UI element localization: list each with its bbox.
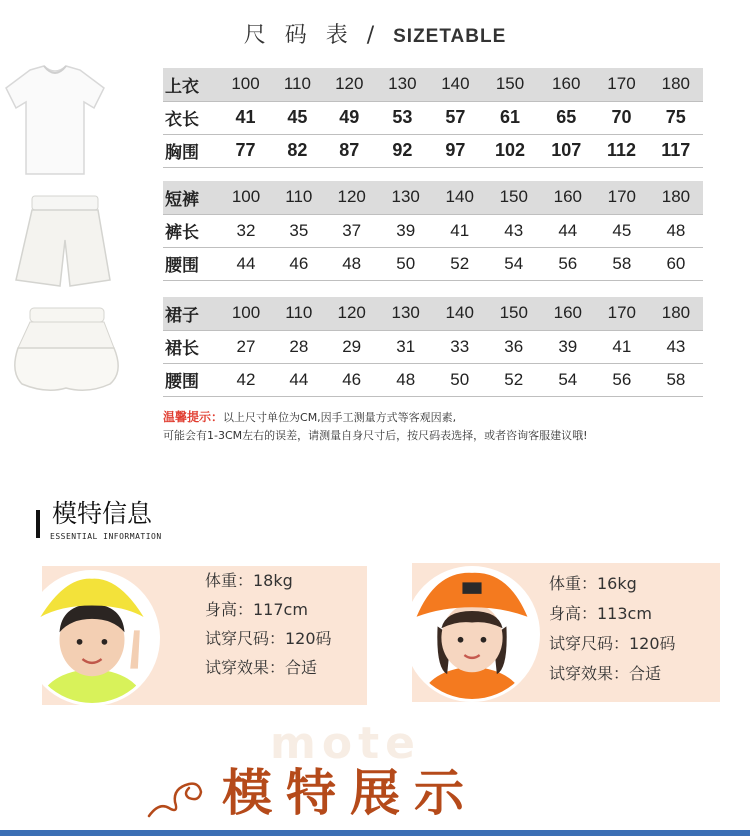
table-cell: 衣长 xyxy=(163,101,219,134)
table-cell: 29 xyxy=(325,330,379,363)
table-cell: 43 xyxy=(649,330,703,363)
table-cell: 82 xyxy=(272,134,323,167)
table-cell: 117 xyxy=(649,134,703,167)
table-header-row xyxy=(163,181,703,214)
table-cell: 45 xyxy=(272,101,323,134)
table-cell: 56 xyxy=(595,363,649,396)
table-cell: 77 xyxy=(219,134,272,167)
table-cell: 92 xyxy=(376,134,429,167)
model-fit: 试穿效果：合适 xyxy=(549,664,662,683)
table-cell: 39 xyxy=(541,330,595,363)
table-header-row xyxy=(163,68,703,101)
table-cell: 120 xyxy=(325,181,379,214)
table-row xyxy=(163,101,703,134)
model-weight: 体重：18kg xyxy=(205,571,293,590)
skirt-size-table xyxy=(163,297,703,397)
note-label: 温馨提示： xyxy=(163,410,224,424)
model-card xyxy=(42,566,367,705)
table-cell: 48 xyxy=(649,214,703,247)
table-row xyxy=(163,330,703,363)
table-cell: 28 xyxy=(273,330,325,363)
table-cell: 150 xyxy=(482,68,538,101)
table-header-row xyxy=(163,297,703,330)
table-cell: 130 xyxy=(379,181,433,214)
table-cell: 150 xyxy=(487,181,541,214)
shorts-size-table xyxy=(163,181,703,281)
table-cell: 46 xyxy=(325,363,379,396)
table-cell: 130 xyxy=(376,68,429,101)
table-cell: 160 xyxy=(541,181,595,214)
table-cell: 100 xyxy=(219,297,273,330)
table-cell: 短裤 xyxy=(163,181,219,214)
model-details xyxy=(549,569,676,689)
table-cell: 97 xyxy=(429,134,482,167)
model-size: 试穿尺码：120码 xyxy=(205,629,332,648)
table-cell: 裤长 xyxy=(163,214,219,247)
table-cell: 49 xyxy=(323,101,376,134)
table-cell: 36 xyxy=(487,330,541,363)
table-cell: 41 xyxy=(433,214,487,247)
table-cell: 70 xyxy=(594,101,648,134)
table-cell: 43 xyxy=(487,214,541,247)
table-cell: 60 xyxy=(649,247,703,280)
size-table-title-cn: 尺 码 表 / xyxy=(243,23,381,48)
table-cell: 57 xyxy=(429,101,482,134)
table-cell: 110 xyxy=(273,297,325,330)
model-height: 身高：113cm xyxy=(549,604,652,623)
table-cell: 110 xyxy=(273,181,325,214)
table-cell: 48 xyxy=(379,363,433,396)
table-row xyxy=(163,134,703,167)
size-table-title xyxy=(0,18,750,49)
note-line-2: 可能会有1-3CM左右的误差，请测量自身尺寸后，按尺码表选择，或者咨询客服建议哦! xyxy=(163,429,588,442)
table-cell: 50 xyxy=(433,363,487,396)
table-cell: 44 xyxy=(219,247,273,280)
table-cell: 46 xyxy=(273,247,325,280)
table-cell: 130 xyxy=(379,297,433,330)
table-row xyxy=(163,214,703,247)
table-cell: 上衣 xyxy=(163,68,219,101)
table-cell: 27 xyxy=(219,330,273,363)
table-cell: 120 xyxy=(325,297,379,330)
table-cell: 58 xyxy=(649,363,703,396)
tshirt-image xyxy=(0,62,110,180)
table-row xyxy=(163,363,703,396)
table-cell: 50 xyxy=(379,247,433,280)
table-cell: 32 xyxy=(219,214,273,247)
model-info-title: 模特信息 xyxy=(52,499,153,528)
model-card xyxy=(412,563,720,702)
table-cell: 52 xyxy=(433,247,487,280)
model-size: 试穿尺码：120码 xyxy=(549,634,676,653)
table-cell: 140 xyxy=(433,297,487,330)
table-cell: 腰围 xyxy=(163,363,219,396)
table-cell: 120 xyxy=(323,68,376,101)
table-cell: 48 xyxy=(325,247,379,280)
table-cell: 54 xyxy=(541,363,595,396)
shorts-image xyxy=(10,190,115,292)
table-cell: 42 xyxy=(219,363,273,396)
boy-model-photo xyxy=(24,570,160,706)
table-cell: 53 xyxy=(376,101,429,134)
bottom-bar xyxy=(0,830,750,836)
table-cell: 87 xyxy=(323,134,376,167)
table-cell: 160 xyxy=(541,297,595,330)
table-cell: 31 xyxy=(379,330,433,363)
table-cell: 75 xyxy=(649,101,703,134)
table-cell: 180 xyxy=(649,181,703,214)
table-cell: 54 xyxy=(487,247,541,280)
table-cell: 33 xyxy=(433,330,487,363)
table-cell: 110 xyxy=(272,68,323,101)
table-cell: 41 xyxy=(219,101,272,134)
note-line-1: 以上尺寸单位为CM,因手工测量方式等客观因素, xyxy=(223,411,457,424)
table-cell: 裙长 xyxy=(163,330,219,363)
model-info-subtitle: ESSENTIAL INFORMATION xyxy=(50,532,162,541)
table-cell: 140 xyxy=(433,181,487,214)
table-cell: 52 xyxy=(487,363,541,396)
table-cell: 102 xyxy=(482,134,538,167)
table-cell: 56 xyxy=(541,247,595,280)
table-cell: 39 xyxy=(379,214,433,247)
table-cell: 150 xyxy=(487,297,541,330)
table-cell: 裙子 xyxy=(163,297,219,330)
table-row xyxy=(163,247,703,280)
model-height: 身高：117cm xyxy=(205,600,308,619)
table-cell: 45 xyxy=(595,214,649,247)
top-size-table xyxy=(163,68,703,168)
size-note xyxy=(163,408,588,445)
table-cell: 37 xyxy=(325,214,379,247)
table-cell: 35 xyxy=(273,214,325,247)
table-cell: 胸围 xyxy=(163,134,219,167)
table-cell: 107 xyxy=(538,134,594,167)
skirt-image xyxy=(2,302,130,394)
table-cell: 180 xyxy=(649,68,703,101)
table-cell: 41 xyxy=(595,330,649,363)
model-details xyxy=(205,566,332,682)
table-cell: 170 xyxy=(595,181,649,214)
table-cell: 180 xyxy=(649,297,703,330)
model-showcase-title: 模特展示 xyxy=(222,763,478,822)
table-cell: 100 xyxy=(219,68,272,101)
model-weight: 体重：16kg xyxy=(549,574,637,593)
size-table-title-en: SIZETABLE xyxy=(393,26,507,47)
table-cell: 44 xyxy=(541,214,595,247)
table-cell: 58 xyxy=(595,247,649,280)
heading-bar xyxy=(36,510,40,538)
table-cell: 100 xyxy=(219,181,273,214)
table-cell: 170 xyxy=(595,297,649,330)
model-fit: 试穿效果：合适 xyxy=(205,658,318,677)
table-cell: 44 xyxy=(273,363,325,396)
table-cell: 160 xyxy=(538,68,594,101)
swirl-icon xyxy=(145,772,205,822)
table-cell: 61 xyxy=(482,101,538,134)
table-cell: 腰围 xyxy=(163,247,219,280)
table-cell: 140 xyxy=(429,68,482,101)
table-cell: 65 xyxy=(538,101,594,134)
table-cell: 112 xyxy=(594,134,648,167)
mote-watermark: mote xyxy=(270,718,421,769)
girl-model-photo xyxy=(404,566,540,702)
table-cell: 170 xyxy=(594,68,648,101)
